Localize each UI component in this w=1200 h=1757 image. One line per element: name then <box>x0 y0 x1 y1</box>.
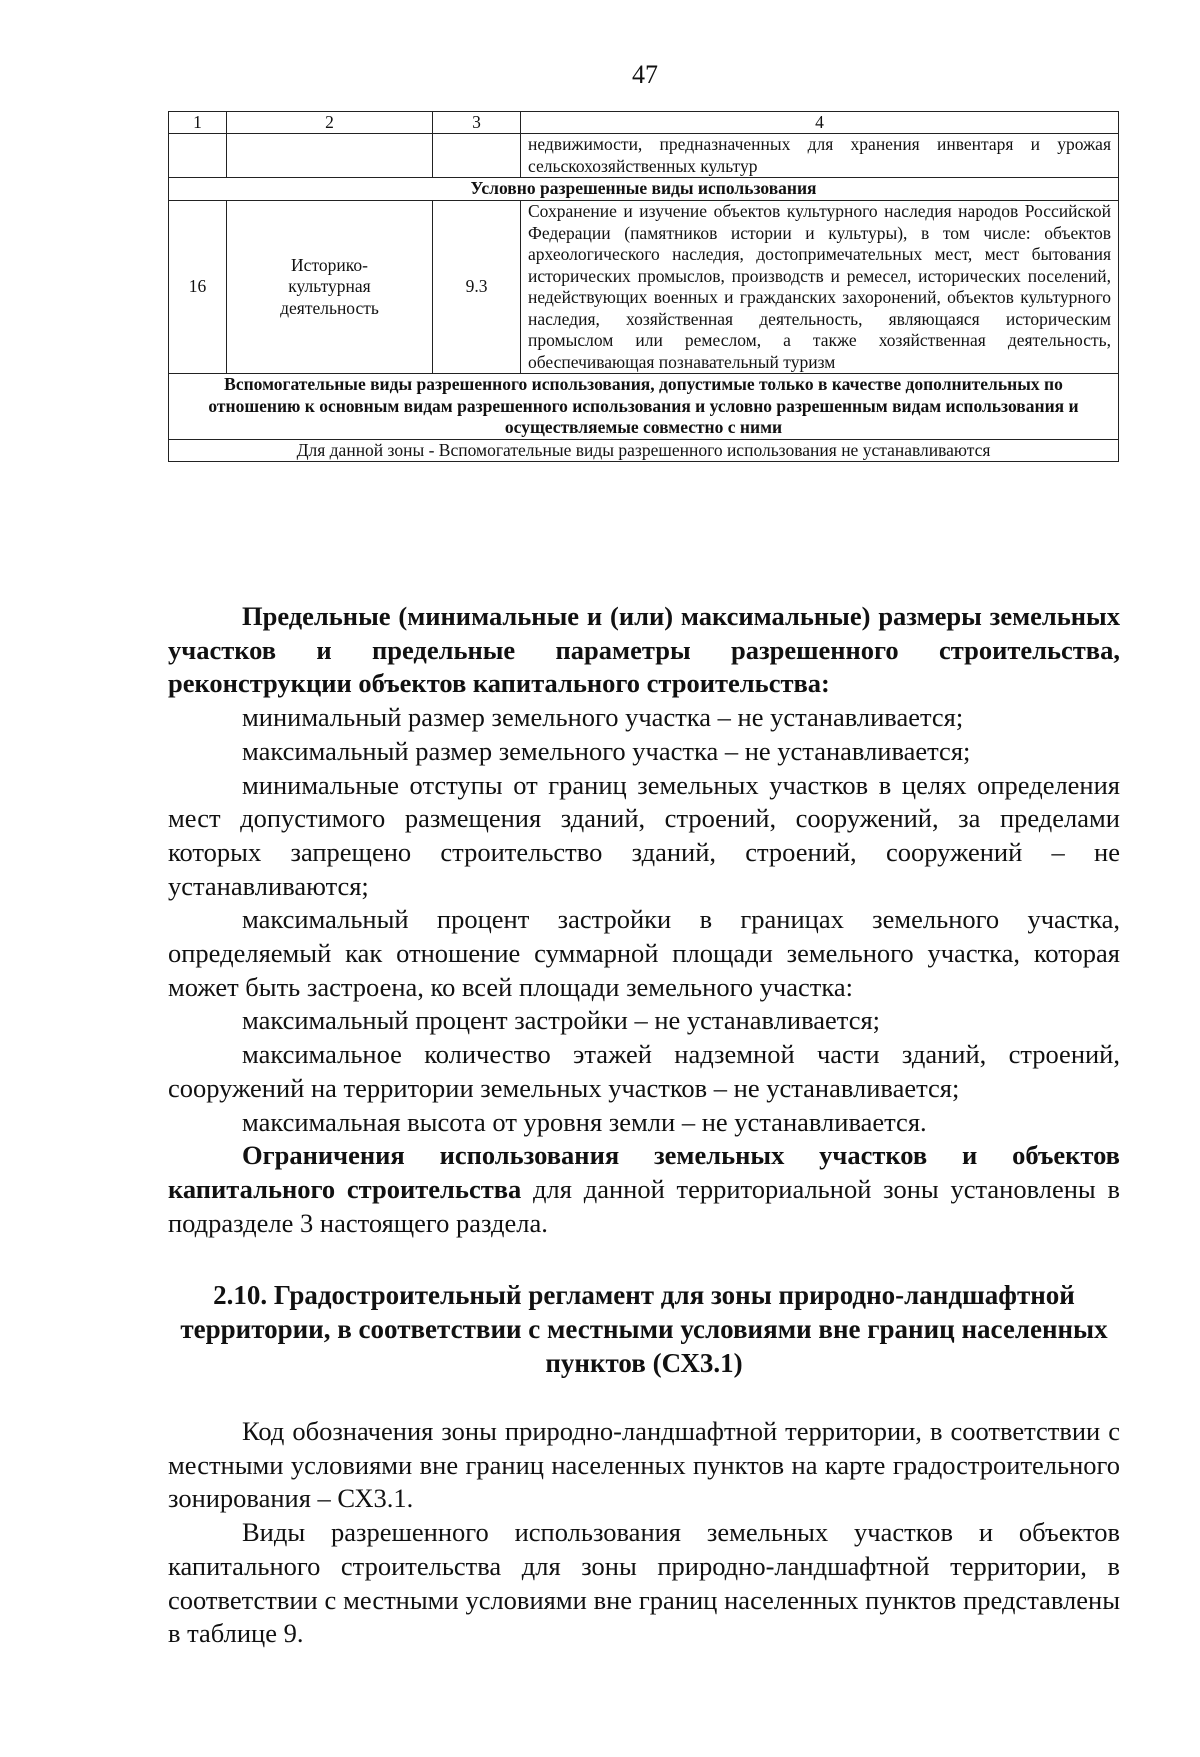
regulations-table <box>168 111 1119 462</box>
header-cell-1: 1 <box>169 112 227 134</box>
header-cell-2: 2 <box>227 112 433 134</box>
limits-item: минимальный размер земельного участка – не устанавливается; <box>242 702 964 733</box>
row-number: 16 <box>169 201 227 374</box>
limits-item: максимальный процент застройки в границах земельного участка, определяемый как отношение суммарной площади земельного участка, которая может быть застроена, ко всей площади земельного участка: <box>168 904 1120 1002</box>
table-row-auxiliary-note <box>169 439 1119 462</box>
zone-code-paragraph: Код обозначения зоны природно-ландшафтной территории, в соответствии с местными условиями вне границ населенных пунктов на карте градостроительного зонирования – СХ3.1. <box>168 1416 1120 1514</box>
table-row-conditional-header <box>169 178 1119 201</box>
row-use-description: Сохранение и изучение объектов культурного наследия народов Российской Федерации (памятников истории и культуры), в том числе: объектов археологического наследия, достопримечательных мест, мест бытования исторических промыслов, производств и ремесел, исторических поселений, недействующих военных и гражданских захоронений, объектов культурного наследия, хозяйственная деятельность, являющаяся историческим промыслом или ремеслом, а также хозяйственная деятельность, обеспечивающая познавательный туризм <box>521 201 1119 374</box>
limits-section <box>168 600 1120 1240</box>
table-row-continuation <box>169 134 1119 178</box>
limits-item: максимальная высота от уровня земли – не устанавливается. <box>242 1106 927 1137</box>
zone-section <box>168 1415 1120 1651</box>
header-cell-4: 4 <box>521 112 1119 134</box>
section-heading: 2.10. Градостроительный регламент для зоны природно-ландшафтной территории, в соответствии с местными условиями вне границ населенных пунктов (СХ3.1) <box>180 1280 1108 1378</box>
permitted-uses-paragraph: Виды разрешенного использования земельных участков и объектов капитального строительства для зоны природно-ландшафтной территории, в соответствии с местными условиями вне границ населенных пунктов представлены в таблице 9. <box>168 1517 1120 1649</box>
cell-empty <box>169 134 227 178</box>
table-row-16 <box>169 201 1119 374</box>
conditional-uses-header: Условно разрешенные виды использования <box>169 178 1119 201</box>
limits-item: максимальное количество этажей надземной части зданий, строений, сооружений на территории земельных участков – не устанавливается; <box>168 1039 1120 1103</box>
table-header-row <box>169 112 1119 134</box>
row-use-code: 9.3 <box>433 201 521 374</box>
limits-title: Предельные (минимальные и (или) максимальные) размеры земельных участков и предельные параметры разрешенного строительства, реконструкции объектов капитального строительства: <box>168 601 1120 699</box>
auxiliary-uses-header: Вспомогательные виды разрешенного использования, допустимые только в качестве дополнительных по отношению к основным видам разрешенного использования и условно разрешенным видам использования и осуществляемые совместно с ними <box>169 374 1119 440</box>
restrictions-rest: для данной территориальной зоны установлены в подразделе 3 настоящего раздела. <box>168 1173 1120 1238</box>
auxiliary-uses-note: Для данной зоны - Вспомогательные виды разрешенного использования не устанавливаются <box>169 439 1119 462</box>
limits-item: максимальный размер земельного участка – не устанавливается; <box>242 735 971 766</box>
row-use-name: Историко-культурная деятельность <box>227 201 433 374</box>
table-row-auxiliary-header <box>169 374 1119 440</box>
limits-item: максимальный процент застройки – не устанавливается; <box>242 1005 881 1036</box>
page-number: 47 <box>632 60 658 89</box>
restrictions-bold: Ограничения использования земельных участков и объектов капитального строительства <box>168 1140 1120 1204</box>
cell-empty <box>227 134 433 178</box>
cell-continuation-text: недвижимости, предназначенных для хранения инвентаря и урожая сельскохозяйственных культур <box>521 134 1119 178</box>
header-cell-3: 3 <box>433 112 521 134</box>
limits-item: минимальные отступы от границ земельных участков в целях определения мест допустимого размещения зданий, строений, сооружений, за пределами которых запрещено строительство зданий, строений, сооружений – не устанавливаются; <box>168 769 1120 901</box>
restrictions-paragraph <box>168 1139 1120 1240</box>
cell-empty <box>433 134 521 178</box>
